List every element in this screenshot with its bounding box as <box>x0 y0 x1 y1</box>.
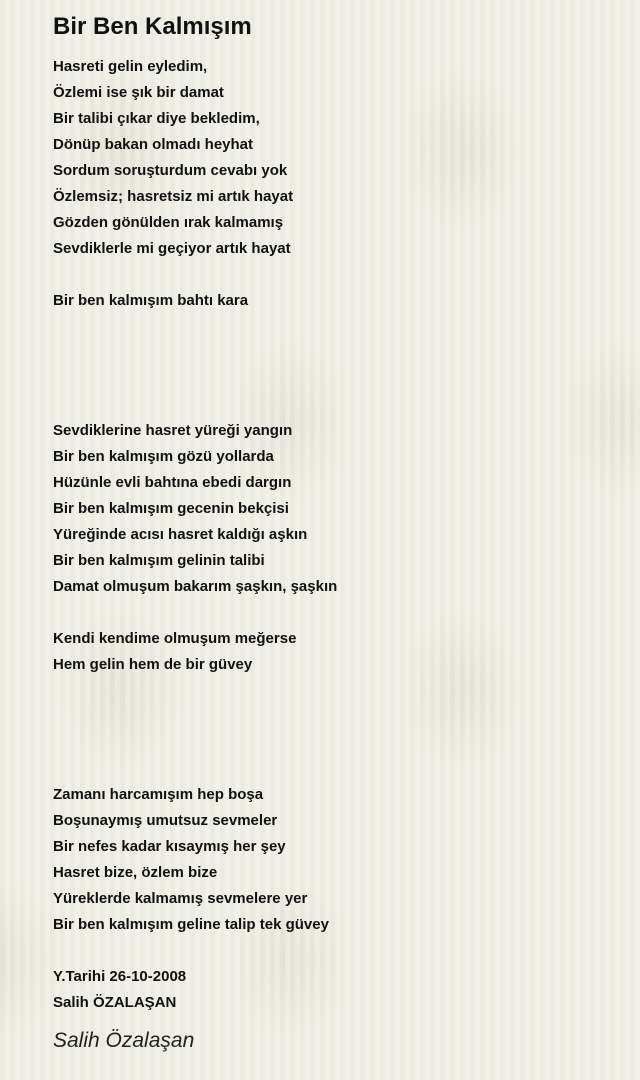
stanza-break <box>53 600 623 626</box>
stanza-break <box>53 340 623 366</box>
poem-line: Bir ben kalmışım bahtı kara <box>53 292 249 309</box>
stanza-break <box>53 704 623 730</box>
poem-line: Sevdiklerine hasret yüreği yangın <box>53 422 293 439</box>
poem-line: Kendi kendime olmuşum meğerse <box>53 630 297 647</box>
poem-line: Hasret bize, özlem bize <box>53 864 218 881</box>
poem-line: Boşunaymış umutsuz sevmeler <box>53 812 278 829</box>
poem-line: Bir nefes kadar kısaymış her şey <box>53 838 286 855</box>
poem-line: Dönüp bakan olmadı heyhat <box>53 136 254 153</box>
poem-line: Yüreklerde kalmamış sevmelere yer <box>53 890 308 907</box>
poem-body <box>53 54 623 1016</box>
poem-line: Hüzünle evli bahtına ebedi dargın <box>53 474 292 491</box>
stanza-break <box>53 678 623 704</box>
poem-line: Zamanı harcamışım hep boşa <box>53 786 264 803</box>
poem-page <box>53 12 623 1054</box>
stanza-break <box>53 730 623 756</box>
stanza-break <box>53 314 623 340</box>
poem-title: Bir Ben Kalmışım <box>53 13 252 40</box>
poem-line: Bir ben kalmışım gözü yollarda <box>53 448 274 465</box>
stanza-break <box>53 392 623 418</box>
poem-line: Damat olmuşum bakarım şaşkın, şaşkın <box>53 578 338 595</box>
poem-line: Bir talibi çıkar diye bekledim, <box>53 110 260 127</box>
stanza-break <box>53 366 623 392</box>
stanza-break <box>53 756 623 782</box>
poem-line: Hasreti gelin eyledim, <box>53 58 208 75</box>
poem-line: Gözden gönülden ırak kalmamış <box>53 214 284 231</box>
poem-line: Yüreğinde acısı hasret kaldığı aşkın <box>53 526 308 543</box>
poem-line: Y.Tarihi 26-10-2008 <box>53 968 187 985</box>
poem-line: Bir ben kalmışım gecenin bekçisi <box>53 500 289 517</box>
poem-line: Bir ben kalmışım gelinin talibi <box>53 552 265 569</box>
poem-line: Salih ÖZALAŞAN <box>53 994 177 1011</box>
poem-line: Sevdiklerle mi geçiyor artık hayat <box>53 240 291 257</box>
poem-line: Hem gelin hem de bir güvey <box>53 656 253 673</box>
poem-line: Bir ben kalmışım geline talip tek güvey <box>53 916 329 933</box>
author-signature: Salih Özalaşan <box>53 1029 195 1052</box>
poem-line: Özlemi ise şık bir damat <box>53 84 224 101</box>
poem-line: Sordum soruşturdum cevabı yok <box>53 162 288 179</box>
poem-line: Özlemsiz; hasretsiz mi artık hayat <box>53 188 294 205</box>
stanza-break <box>53 938 623 964</box>
stanza-break <box>53 262 623 288</box>
